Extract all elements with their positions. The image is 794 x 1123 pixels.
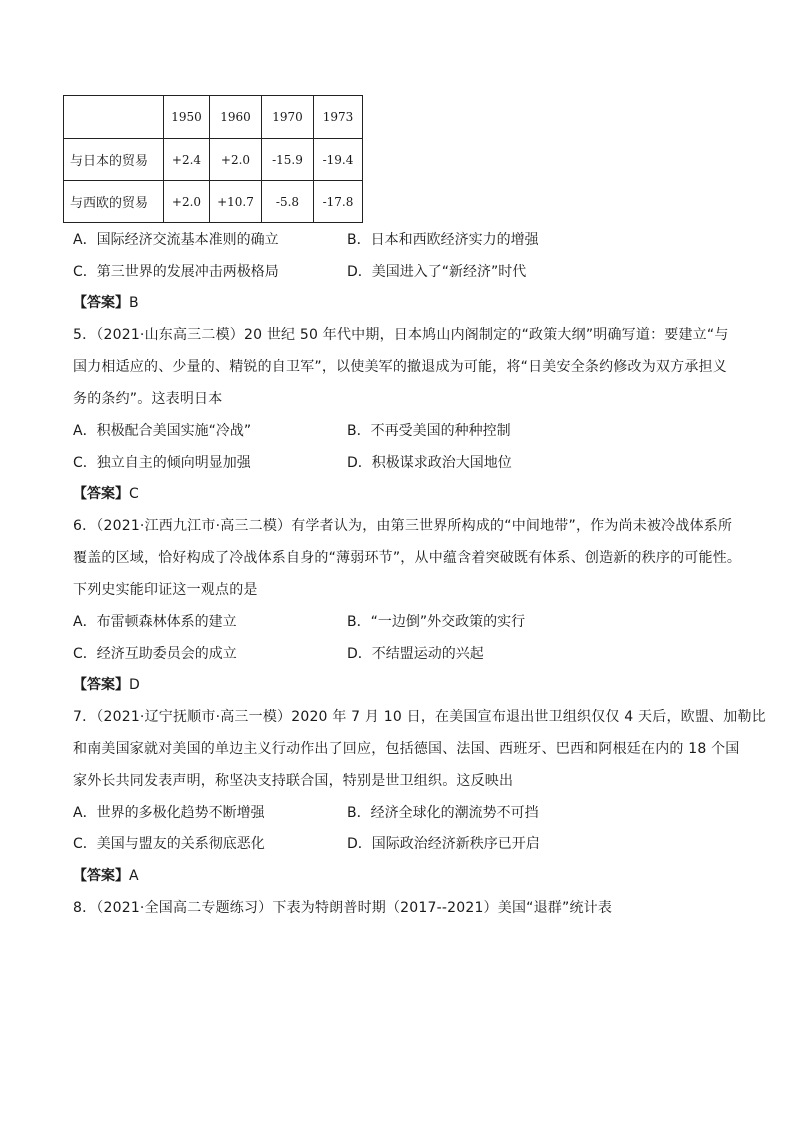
q6-option-a: A．布雷顿森林体系的建立 xyxy=(73,614,237,630)
table-cell: +2.0 xyxy=(210,139,262,181)
q4-option-b: B．日本和西欧经济实力的增强 xyxy=(347,232,539,248)
q5-stem-line-2: 国力相适应的、少量的、精锐的自卫军”，以使美军的撤退成为可能，将“日美安全条约修改为双方承担义 xyxy=(73,359,727,375)
table-header-cell xyxy=(64,96,164,139)
q7-option-c: C．美国与盟友的关系彻底恶化 xyxy=(73,836,265,852)
table-header-cell: 1970 xyxy=(262,96,314,139)
q4-option-a: A．国际经济交流基本准则的确立 xyxy=(73,232,279,248)
q5-option-d: D．积极谋求政治大国地位 xyxy=(347,455,512,471)
q7-option-d: D．国际政治经济新秩序已开启 xyxy=(347,836,540,852)
q4-answer xyxy=(73,293,139,313)
q6-stem-line-3: 下列史实能印证这一观点的是 xyxy=(73,582,258,598)
q7-option-a: A．世界的多极化趋势不断增强 xyxy=(73,805,265,821)
table-cell: -17.8 xyxy=(314,181,363,223)
q7-answer xyxy=(73,866,139,886)
answer-label: 【答案】 xyxy=(73,868,129,884)
q4-option-c: C．第三世界的发展冲击两极格局 xyxy=(73,264,279,280)
q7-stem-line-3: 家外长共同发表声明，称坚决支持联合国，特别是世卫组织。这反映出 xyxy=(73,773,514,789)
q5-stem-line-3: 务的条约”。这表明日本 xyxy=(73,391,223,407)
table-row xyxy=(64,181,363,223)
answer-label: 【答案】 xyxy=(73,295,129,311)
answer-value: B xyxy=(129,295,139,311)
table-cell: +2.0 xyxy=(164,181,210,223)
q6-answer xyxy=(73,675,140,695)
trade-balance-table xyxy=(63,95,363,223)
q5-option-a: A．积极配合美国实施“冷战” xyxy=(73,423,252,439)
q5-stem-line-1: 5．（2021·山东高三二模）20 世纪 50 年代中期，日本鸠山内阁制定的“政策大纲”明确写道：要建立“与 xyxy=(73,327,729,343)
table-header-cell: 1950 xyxy=(164,96,210,139)
answer-value: A xyxy=(129,868,139,884)
q6-option-b: B．“一边倒”外交政策的实行 xyxy=(347,614,526,630)
q4-option-d: D．美国进入了“新经济”时代 xyxy=(347,264,527,280)
q7-option-b: B．经济全球化的潮流势不可挡 xyxy=(347,805,539,821)
q8-stem-line-1: 8．（2021·全国高二专题练习）下表为特朗普时期（2017--2021）美国“退群”统计表 xyxy=(73,900,613,916)
q5-answer xyxy=(73,484,139,504)
table-cell: -15.9 xyxy=(262,139,314,181)
q6-stem-line-2: 覆盖的区域，恰好构成了冷战体系自身的“薄弱环节”，从中蕴含着突破既有体系、创造新的秩序的可能性。 xyxy=(73,550,742,566)
table-cell: -19.4 xyxy=(314,139,363,181)
q7-stem-line-1: 7．（2021·辽宁抚顺市·高三一模）2020 年 7 月 10 日，在美国宣布退出世卫组织仅仅 4 天后，欧盟、加勒比 xyxy=(73,709,766,725)
q6-option-d: D．不结盟运动的兴起 xyxy=(347,646,484,662)
q5-option-c: C．独立自主的倾向明显加强 xyxy=(73,455,251,471)
q5-option-b: B．不再受美国的种种控制 xyxy=(347,423,511,439)
table-row-label: 与日本的贸易 xyxy=(64,139,164,181)
answer-value: C xyxy=(129,486,139,502)
table-cell: +10.7 xyxy=(210,181,262,223)
table-header-cell: 1960 xyxy=(210,96,262,139)
table-cell: +2.4 xyxy=(164,139,210,181)
table-header-row xyxy=(64,96,363,139)
table-row xyxy=(64,139,363,181)
answer-value: D xyxy=(129,677,140,693)
q6-option-c: C．经济互助委员会的成立 xyxy=(73,646,237,662)
q7-stem-line-2: 和南美国家就对美国的单边主义行动作出了回应，包括德国、法国、西班牙、巴西和阿根廷在内的 18 个国 xyxy=(73,741,740,757)
table-header-cell: 1973 xyxy=(314,96,363,139)
table-cell: -5.8 xyxy=(262,181,314,223)
table-row-label: 与西欧的贸易 xyxy=(64,181,164,223)
q6-stem-line-1: 6．（2021·江西九江市·高三二模）有学者认为，由第三世界所构成的“中间地带”，作为尚未被冷战体系所 xyxy=(73,518,733,534)
answer-label: 【答案】 xyxy=(73,486,129,502)
answer-label: 【答案】 xyxy=(73,677,129,693)
